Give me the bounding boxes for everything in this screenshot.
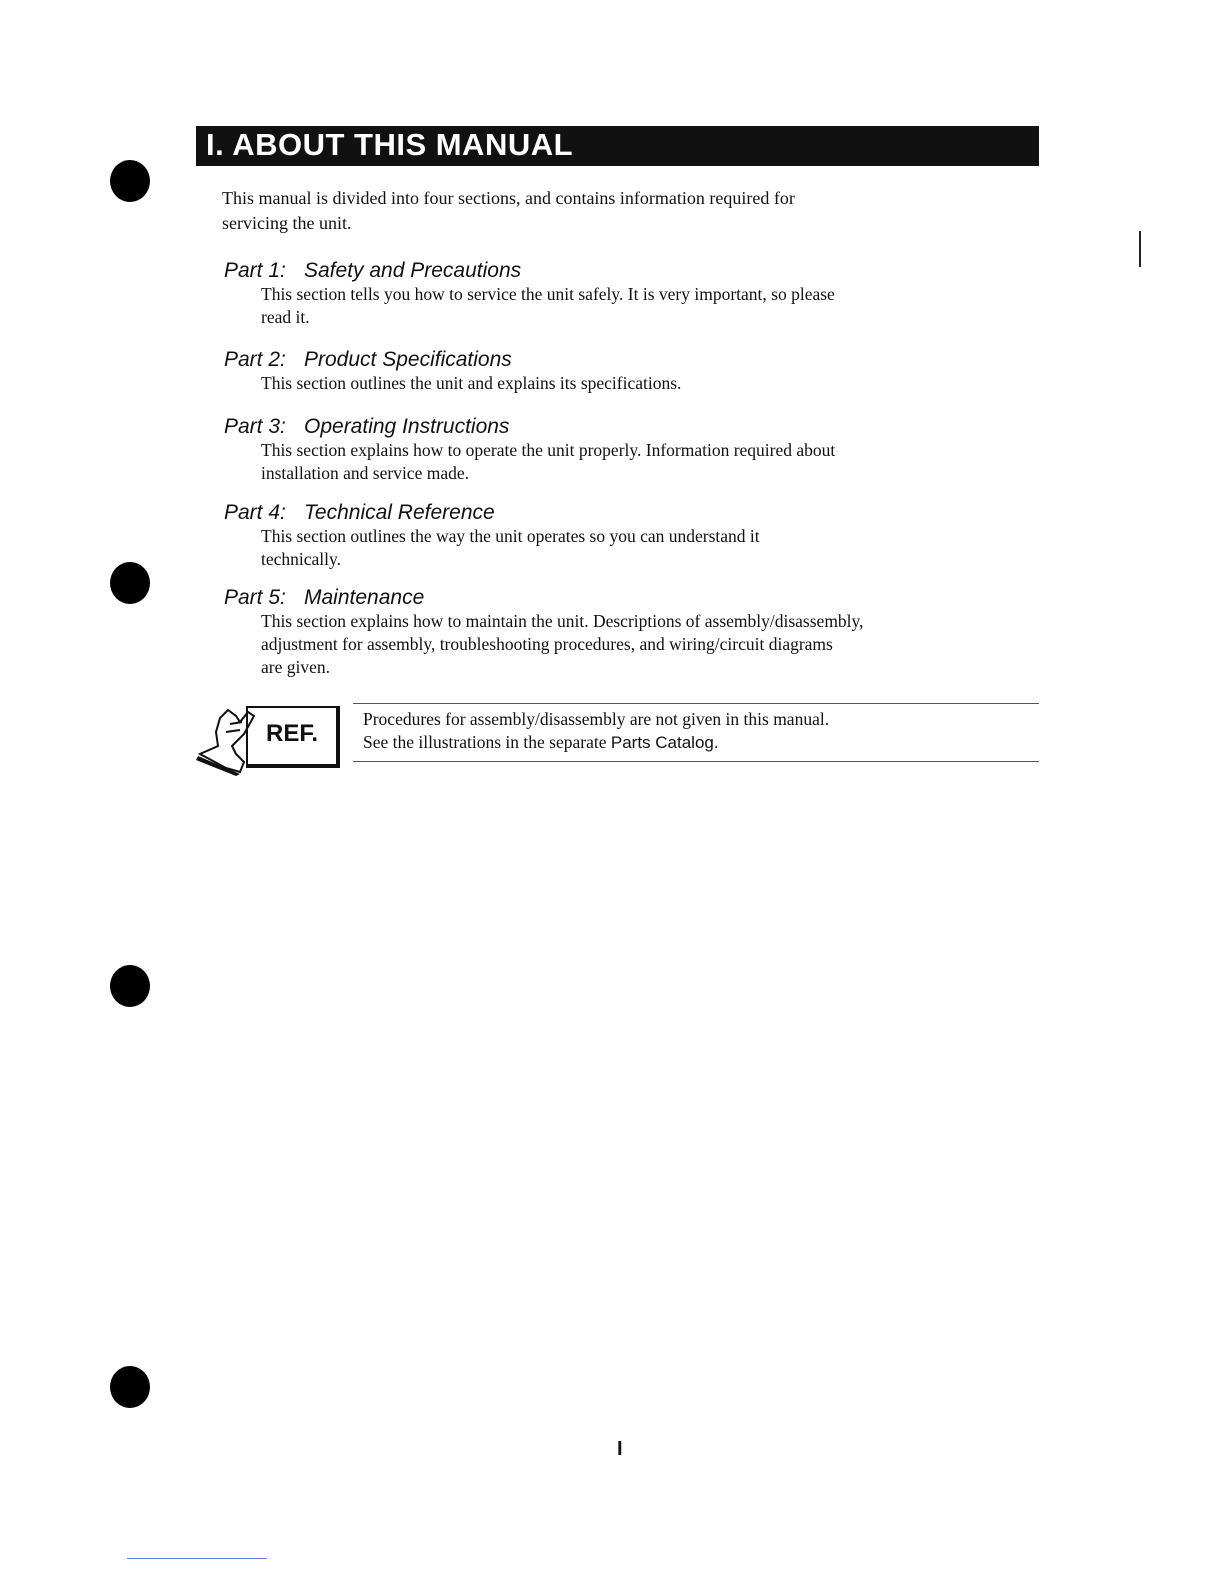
punch-hole	[110, 562, 150, 604]
note-bottom-rule	[353, 761, 1039, 762]
desc-line: adjustment for assembly, troubleshooting procedures, and wiring/circuit diagrams	[261, 634, 833, 654]
desc-line: read it.	[261, 307, 310, 327]
part-number: Part 1:	[224, 259, 286, 282]
part-number: Part 2:	[224, 348, 286, 371]
part-2-section	[224, 347, 1024, 395]
part-heading	[224, 258, 1024, 283]
part-description	[261, 283, 1026, 329]
revision-bar	[1139, 231, 1141, 267]
part-description	[261, 610, 1026, 679]
part-title: Operating Instructions	[304, 415, 510, 438]
page-number: I	[617, 1438, 623, 1460]
part-heading	[224, 585, 1024, 610]
scan-artifact	[127, 1558, 267, 1559]
part-heading	[224, 414, 1024, 439]
desc-line: This section outlines the unit and explains its specifications.	[261, 373, 682, 393]
section-title: I. ABOUT THIS MANUAL	[206, 127, 574, 162]
part-number: Part 3:	[224, 415, 286, 438]
desc-line: This section outlines the way the unit operates so you can understand it	[261, 526, 760, 546]
desc-line: This section explains how to maintain the unit. Descriptions of assembly/disassembly,	[261, 611, 864, 631]
punch-hole	[110, 160, 150, 202]
note-line	[363, 731, 829, 754]
part-4-section	[224, 500, 1024, 571]
part-1-section	[224, 258, 1024, 329]
desc-line: installation and service made.	[261, 463, 469, 483]
punch-hole	[110, 965, 150, 1007]
part-number: Part 4:	[224, 501, 286, 524]
punch-hole	[110, 1366, 150, 1408]
note-line-text: See the illustrations in the separate	[363, 732, 611, 752]
parts-catalog-reference: Parts Catalog.	[610, 733, 719, 752]
desc-line: are given.	[261, 657, 330, 677]
part-title: Technical Reference	[304, 501, 495, 524]
part-5-section	[224, 585, 1024, 679]
intro-paragraph	[222, 186, 982, 236]
desc-line: This section tells you how to service the unit safely. It is very important, so please	[261, 284, 835, 304]
note-line: Procedures for assembly/disassembly are not given in this manual.	[363, 709, 830, 729]
part-description	[261, 439, 1026, 485]
part-number: Part 5:	[224, 586, 286, 609]
part-heading	[224, 500, 1024, 525]
intro-line: servicing the unit.	[222, 213, 352, 233]
part-title: Safety and Precautions	[304, 259, 522, 282]
part-heading	[224, 347, 1024, 372]
desc-line: technically.	[261, 549, 342, 569]
intro-line: This manual is divided into four sections, and contains information required for	[222, 188, 795, 208]
part-3-section	[224, 414, 1024, 485]
part-description	[261, 372, 1026, 395]
part-title: Product Specifications	[304, 348, 512, 371]
section-header	[196, 126, 1039, 166]
part-description	[261, 525, 1026, 571]
reference-note	[363, 708, 829, 754]
desc-line: This section explains how to operate the unit properly. Information required about	[261, 440, 836, 460]
note-top-rule	[353, 703, 1039, 704]
part-title: Maintenance	[304, 586, 425, 609]
ref-label: REF.	[266, 720, 319, 747]
